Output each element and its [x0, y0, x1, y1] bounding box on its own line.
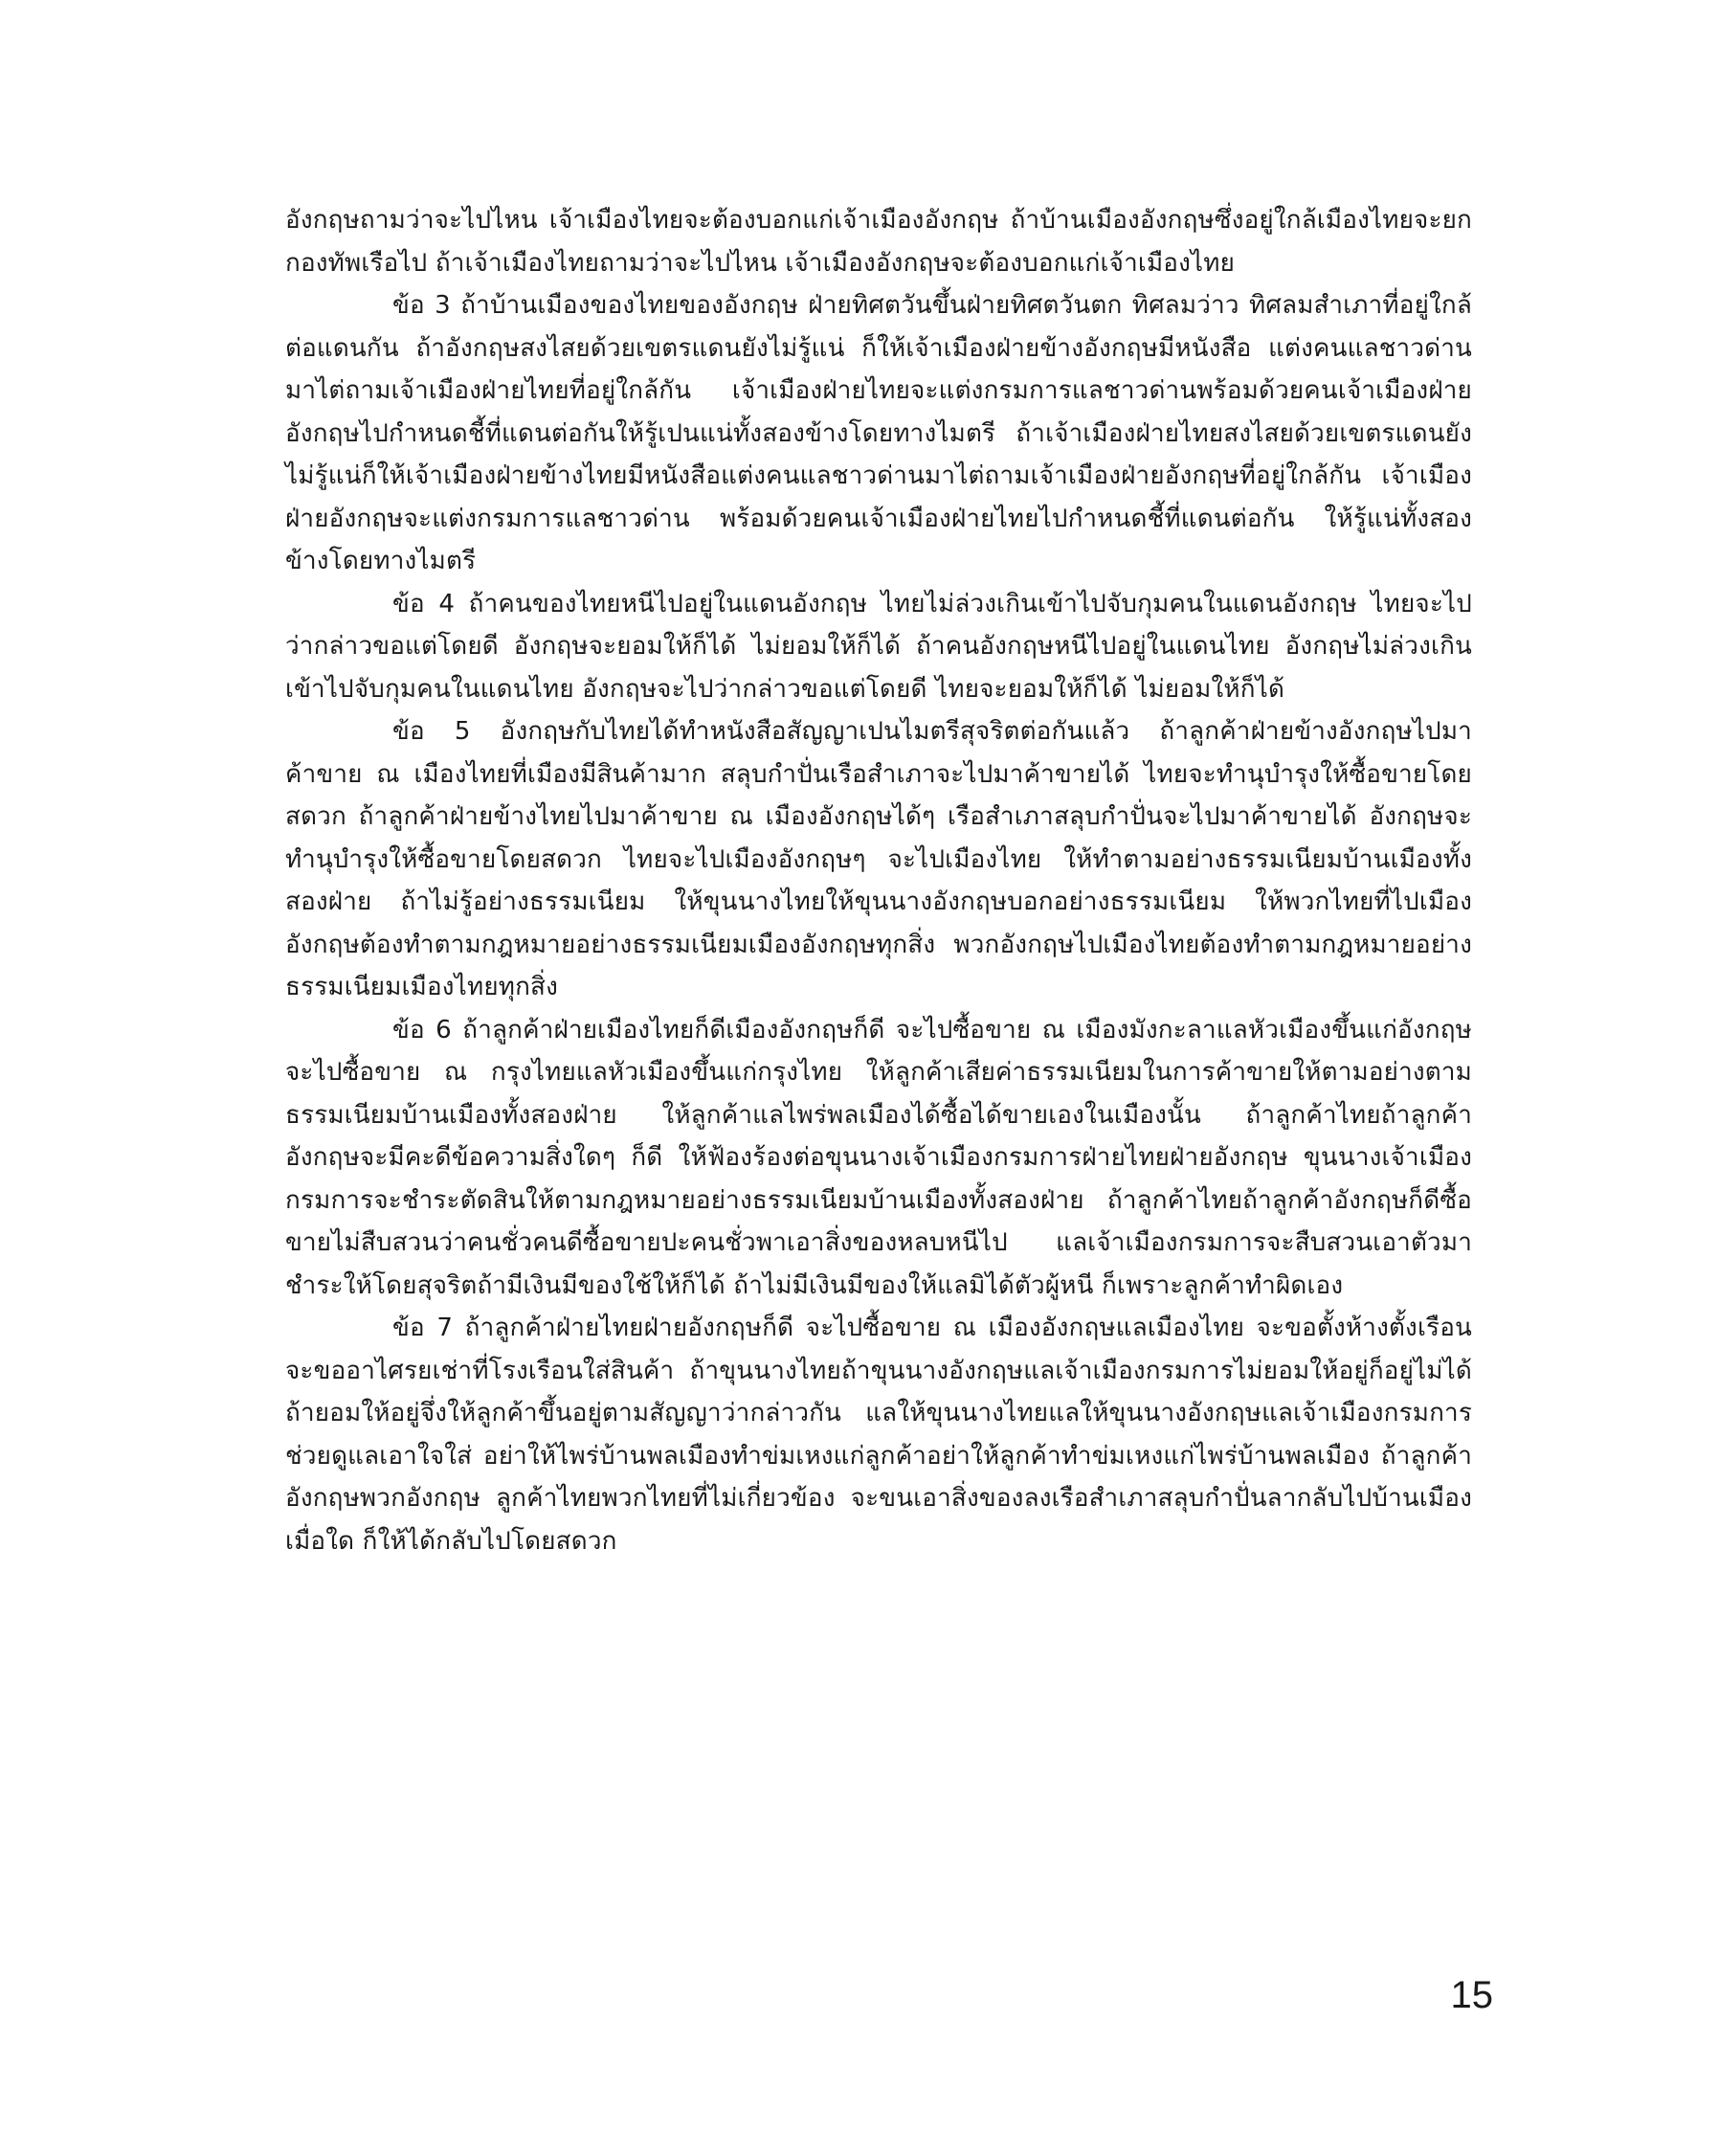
paragraph-article-5: ข้อ 5 อังกฤษกับไทยได้ทำหนังสือสัญญาเปนไมตรีสุจริตต่อกันแล้ว ถ้าลูกค้าฝ่ายข้างอังกฤษไปมาค้าขาย ณ เมืองไทยที่เมืองมีสินค้ามาก สลุบกำปั่นเรือสำเภาจะไปมาค้าขายได้ ไทยจะทำนุบำรุงให้ซื้อขายโดยสดวก ถ้าลูกค้าฝ่ายข้างไทยไปมาค้าขาย ณ เมืองอังกฤษได้ๆ เรือสำเภาสลุบกำปั่นจะไปมาค้าขายได้ อังกฤษจะทำนุบำรุงให้ซื้อขายโดยสดวก ไทยจะไปเมืองอังกฤษๆ จะไปเมืองไทย ให้ทำตามอย่างธรรมเนียมบ้านเมืองทั้งสองฝ่าย ถ้าไม่รู้อย่างธรรมเนียม ให้ขุนนางไทยให้ขุนนางอังกฤษบอกอย่างธรรมเนียม ให้พวกไทยที่ไปเมืองอังกฤษต้องทำตามกฎหมายอย่างธรรมเนียมเมืองอังกฤษทุกสิ่ง พวกอังกฤษไปเมืองไทยต้องทำตามกฎหมายอย่างธรรมเนียมเมืองไทยทุกสิ่ง: [285, 717, 1472, 1001]
paragraph-article-7: ข้อ 7 ถ้าลูกค้าฝ่ายไทยฝ่ายอังกฤษก็ดี จะไปซื้อขาย ณ เมืองอังกฤษแลเมืองไทย จะขอตั้งห้างตั้งเรือน จะขออาไศรยเช่าที่โรงเรือนใส่สินค้า ถ้าขุนนางไทยถ้าขุนนางอังกฤษแลเจ้าเมืองกรมการไม่ยอมให้อยู่ก็อยู่ไม่ได้ ถ้ายอมให้อยู่จึ่งให้ลูกค้าขึ้นอยู่ตามสัญญาว่ากล่าวกัน แลให้ขุนนางไทยแลให้ขุนนางอังกฤษแลเจ้าเมืองกรมการช่วยดูแลเอาใจใส่ อย่าให้ไพร่บ้านพลเมืองทำข่มเหงแก่ลูกค้าอย่าให้ลูกค้าทำข่มเหงแก่ไพร่บ้านพลเมือง ถ้าลูกค้าอังกฤษพวกอังกฤษ ลูกค้าไทยพวกไทยที่ไม่เกี่ยวข้อง จะขนเอาสิ่งของลงเรือสำเภาสลุบกำปั่นลากลับไปบ้านเมืองเมื่อใด ก็ให้ได้กลับไปโดยสดวก: [285, 1314, 1472, 1556]
paragraph-article-4: ข้อ 4 ถ้าคนของไทยหนีไปอยู่ในแดนอังกฤษ ไทยไม่ล่วงเกินเข้าไปจับกุมคนในแดนอังกฤษ ไทยจะไปว่ากล่าวขอแต่โดยดี อังกฤษจะยอมให้ก็ได้ ไม่ยอมให้ก็ได้ ถ้าคนอังกฤษหนีไปอยู่ในแดนไทย อังกฤษไม่ล่วงเกินเข้าไปจับกุมคนในแดนไทย อังกฤษจะไปว่ากล่าวขอแต่โดยดี ไทยจะยอมให้ก็ได้ ไม่ยอมให้ก็ได้: [285, 589, 1472, 704]
page-number: 15: [1450, 1974, 1493, 2016]
body-text: [285, 199, 1472, 1562]
paragraph-continuation: อังกฤษถามว่าจะไปไหน เจ้าเมืองไทยจะต้องบอกแก่เจ้าเมืองอังกฤษ ถ้าบ้านเมืองอังกฤษซึ่งอยู่ใกล้เมืองไทยจะยกกองทัพเรือไป ถ้าเจ้าเมืองไทยถามว่าจะไปไหน เจ้าเมืองอังกฤษจะต้องบอกแก่เจ้าเมืองไทย: [285, 206, 1472, 278]
paragraph-article-3: ข้อ 3 ถ้าบ้านเมืองของไทยของอังกฤษ ฝ่ายทิศตวันขึ้นฝ่ายทิศตวันตก ทิศลมว่าว ทิศลมสำเภาที่อยู่ใกล้ต่อแดนกัน ถ้าอังกฤษสงไสยด้วยเขตรแดนยังไม่รู้แน่ ก็ให้เจ้าเมืองฝ่ายข้างอังกฤษมีหนังสือ แต่งคนแลชาวด่านมาไต่ถามเจ้าเมืองฝ่ายไทยที่อยู่ใกล้กัน เจ้าเมืองฝ่ายไทยจะแต่งกรมการแลชาวด่านพร้อมด้วยคนเจ้าเมืองฝ่ายอังกฤษไปกำหนดชี้ที่แดนต่อกันให้รู้เปนแน่ทั้งสองข้างโดยทางไมตรี ถ้าเจ้าเมืองฝ่ายไทยสงไสยด้วยเขตรแดนยังไม่รู้แน่ก็ให้เจ้าเมืองฝ่ายข้างไทยมีหนังสือแต่งคนแลชาวด่านมาไต่ถามเจ้าเมืองฝ่ายอังกฤษที่อยู่ใกล้กัน เจ้าเมืองฝ่ายอังกฤษจะแต่งกรมการแลชาวด่าน พร้อมด้วยคนเจ้าเมืองฝ่ายไทยไปกำหนดชี้ที่แดนต่อกัน ให้รู้แน่ทั้งสองข้างโดยทางไมตรี: [285, 291, 1472, 575]
paragraph-article-6: ข้อ 6 ถ้าลูกค้าฝ่ายเมืองไทยก็ดีเมืองอังกฤษก็ดี จะไปซื้อขาย ณ เมืองมังกะลาแลหัวเมืองขึ้นแก่อังกฤษ จะไปซื้อขาย ณ กรุงไทยแลหัวเมืองขึ้นแก่กรุงไทย ให้ลูกค้าเสียค่าธรรมเนียมในการค้าขายให้ตามอย่างตามธรรมเนียมบ้านเมืองทั้งสองฝ่าย ให้ลูกค้าแลไพร่พลเมืองได้ซื้อได้ขายเองในเมืองนั้น ถ้าลูกค้าไทยถ้าลูกค้าอังกฤษจะมีคะดีข้อความสิ่งใดๆ ก็ดี ให้ฟ้องร้องต่อขุนนางเจ้าเมืองกรมการฝ่ายไทยฝ่ายอังกฤษ ขุนนางเจ้าเมืองกรมการจะชำระตัดสินให้ตามกฎหมายอย่างธรรมเนียมบ้านเมืองทั้งสองฝ่าย ถ้าลูกค้าไทยถ้าลูกค้าอังกฤษก็ดีซื้อขายไม่สืบสวนว่าคนชั่วคนดีซื้อขายปะคนชั่วพาเอาสิ่งของหลบหนีไป แลเจ้าเมืองกรมการจะสืบสวนเอาตัวมาชำระให้โดยสุจริตถ้ามีเงินมีของใช้ให้ก็ได้ ถ้าไม่มีเงินมีของให้แลมิได้ตัวผู้หนี ก็เพราะลูกค้าทำผิดเอง: [285, 1015, 1472, 1300]
